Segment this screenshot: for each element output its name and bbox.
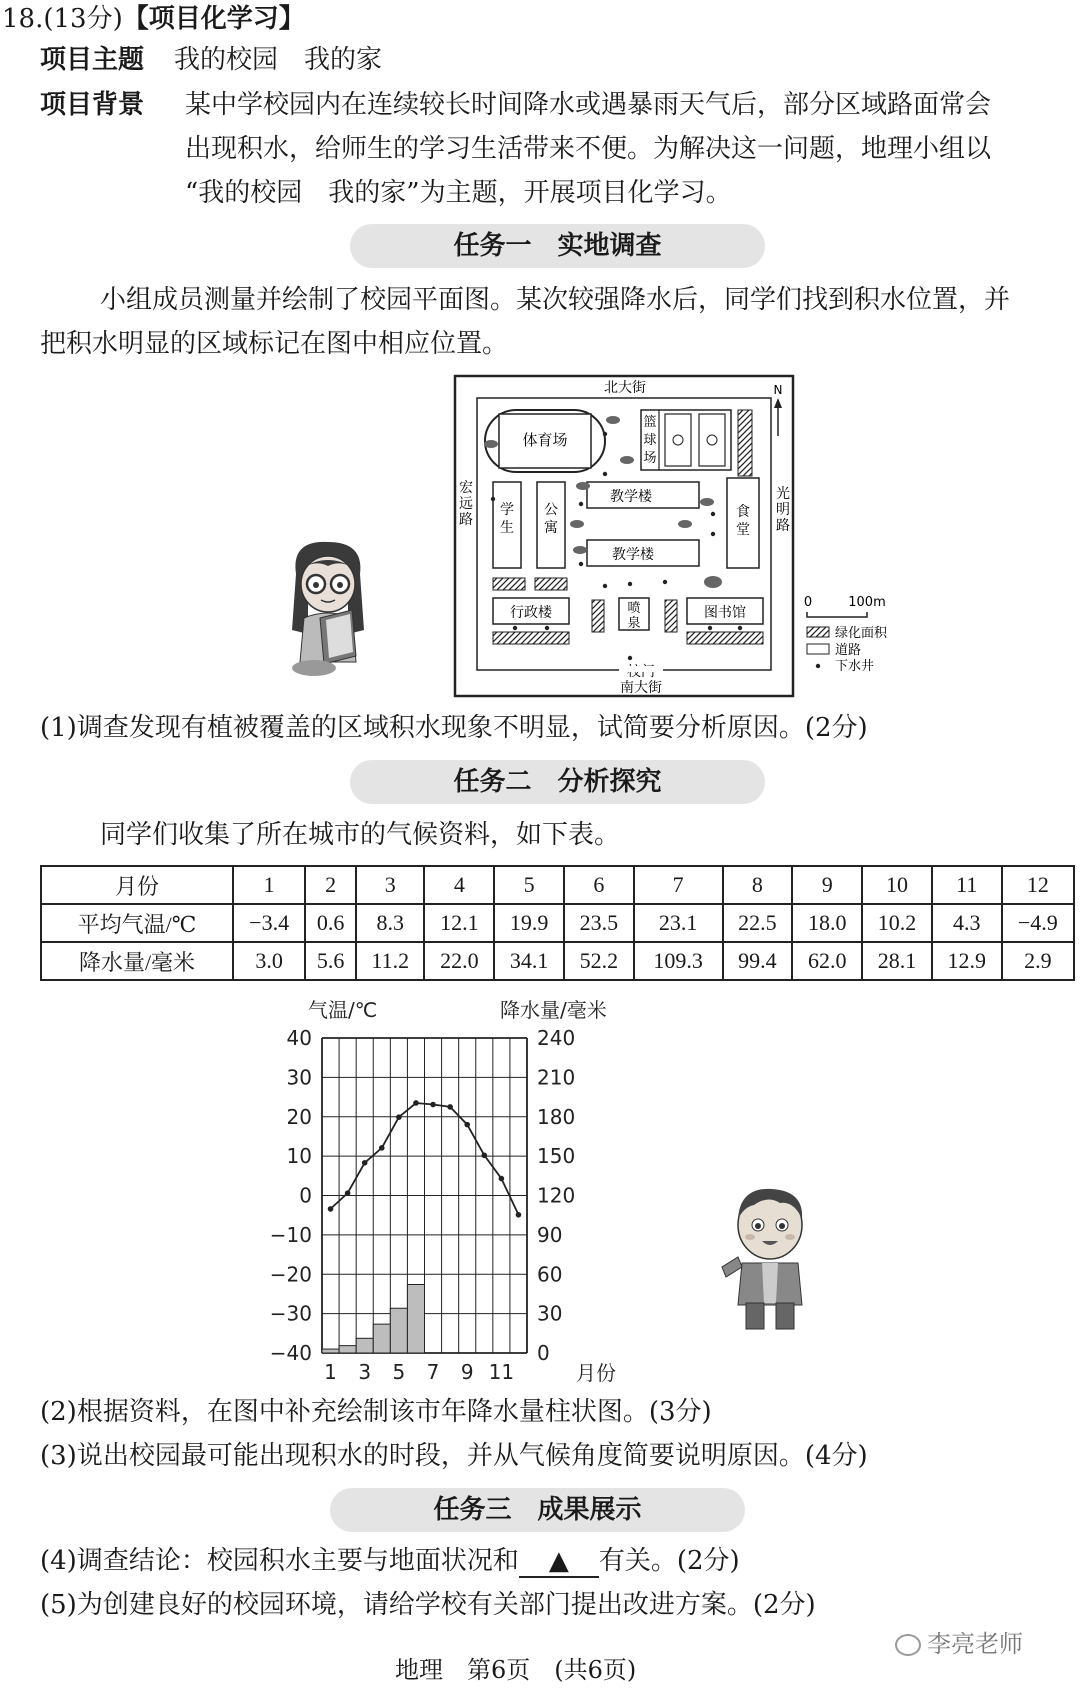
table-cell: 12.1 bbox=[424, 904, 494, 942]
tick-label-left: −20 bbox=[269, 1262, 312, 1287]
tick-label-x: 5 bbox=[392, 1360, 406, 1384]
question-score: (13分) bbox=[43, 4, 123, 34]
svg-text:光: 光 bbox=[776, 486, 790, 502]
north-street-label: 北大街 bbox=[604, 380, 646, 396]
task3-title: 任务三 成果展示 bbox=[330, 1488, 745, 1532]
tick-label-left: 20 bbox=[286, 1104, 312, 1129]
table-header-precipitation: 降水量/毫米 bbox=[41, 942, 233, 980]
task3-q4 bbox=[40, 1546, 740, 1578]
tick-label-x: 1 bbox=[324, 1360, 337, 1384]
question-header bbox=[2, 4, 305, 34]
tick-label-right: 210 bbox=[537, 1065, 576, 1090]
background-line-1: 某中学校园内在连续较长时间降水或遇暴雨天气后，部分区域路面常会 bbox=[185, 90, 992, 120]
table-header-month: 月份 bbox=[41, 866, 233, 904]
temperature-point bbox=[328, 1206, 334, 1212]
background-label: 项目背景 bbox=[40, 90, 145, 120]
table-cell: 10.2 bbox=[862, 904, 932, 942]
chart-xlabel: 月份 bbox=[576, 1361, 616, 1385]
task2-intro: 同学们收集了所在城市的气候资料，如下表。 bbox=[100, 820, 621, 850]
tick-label-left: −10 bbox=[269, 1222, 312, 1247]
q4-answer-blank[interactable]: ▲ bbox=[519, 1546, 599, 1578]
svg-text:场: 场 bbox=[643, 451, 657, 466]
precip-bar bbox=[322, 1349, 339, 1353]
svg-text:喷: 喷 bbox=[627, 601, 641, 616]
table-cell: 22.0 bbox=[424, 942, 494, 980]
svg-text:公: 公 bbox=[544, 502, 558, 518]
temperature-point bbox=[345, 1190, 351, 1196]
table-cell: 8 bbox=[723, 866, 793, 904]
tick-label-right: 0 bbox=[537, 1341, 550, 1365]
svg-text:路: 路 bbox=[776, 518, 790, 534]
task1-q1: (1)调查发现有植被覆盖的区域积水现象不明显，试简要分析原因。(2分) bbox=[40, 713, 868, 743]
temperature-point bbox=[499, 1176, 505, 1182]
background-line-3: “我的校园 我的家”为主题，开展项目化学习。 bbox=[185, 178, 732, 208]
tick-label-right: 90 bbox=[537, 1222, 563, 1247]
tick-label-x: 9 bbox=[460, 1360, 474, 1384]
svg-text:明: 明 bbox=[776, 502, 790, 518]
temperature-point bbox=[481, 1153, 487, 1159]
tick-label-left: 30 bbox=[286, 1065, 312, 1090]
temperature-point bbox=[413, 1100, 419, 1106]
table-cell: 2.9 bbox=[1002, 942, 1074, 980]
svg-text:路: 路 bbox=[459, 512, 473, 528]
legend-road-label: 道路 bbox=[835, 643, 862, 658]
svg-text:远: 远 bbox=[459, 496, 473, 512]
task1-intro-2: 把积水明显的区域标记在图中相应位置。 bbox=[40, 329, 509, 359]
tick-label-left: 40 bbox=[286, 1026, 312, 1050]
library-building-label: 图书馆 bbox=[704, 605, 746, 621]
tick-label-right: 30 bbox=[537, 1301, 563, 1326]
table-row-month bbox=[41, 866, 1074, 904]
scale-zero: 0 bbox=[803, 595, 813, 610]
teaching-building-2-label: 教学楼 bbox=[612, 547, 654, 563]
table-cell: 3 bbox=[356, 866, 424, 904]
north-arrow-label: N bbox=[773, 383, 783, 397]
table-cell: 28.1 bbox=[862, 942, 932, 980]
svg-text:食: 食 bbox=[736, 504, 750, 520]
table-cell: 99.4 bbox=[723, 942, 793, 980]
temperature-point bbox=[516, 1212, 522, 1218]
table-cell: 5 bbox=[494, 866, 564, 904]
svg-text:学: 学 bbox=[500, 502, 514, 518]
table-cell: 4.3 bbox=[932, 904, 1002, 942]
watermark-text: 李亮老师 bbox=[927, 1630, 1023, 1658]
task1-title: 任务一 实地调查 bbox=[350, 224, 765, 268]
precip-bar bbox=[356, 1338, 373, 1353]
temperature-point bbox=[447, 1104, 453, 1110]
table-cell: 5.6 bbox=[305, 942, 356, 980]
svg-text:宏: 宏 bbox=[459, 480, 473, 496]
temperature-point bbox=[464, 1122, 470, 1128]
svg-text:生: 生 bbox=[500, 520, 514, 536]
table-cell: 10 bbox=[862, 866, 932, 904]
table-cell: 3.0 bbox=[233, 942, 305, 980]
tick-label-left: −40 bbox=[269, 1341, 312, 1365]
page-footer: 地理 第6页 (共6页) bbox=[395, 1656, 637, 1684]
task2-q3: (3)说出校园最可能出现积水的时段，并从气候角度简要说明原因。(4分) bbox=[40, 1441, 868, 1471]
table-cell: 6 bbox=[564, 866, 634, 904]
svg-text:寓: 寓 bbox=[544, 520, 558, 536]
precip-bar bbox=[339, 1346, 356, 1353]
project-theme bbox=[40, 45, 382, 75]
tick-label-left: −30 bbox=[269, 1301, 312, 1326]
tick-label-right: 60 bbox=[537, 1262, 563, 1287]
green-area-ne bbox=[738, 410, 752, 476]
climate-chart bbox=[269, 995, 640, 1390]
precip-bar bbox=[390, 1308, 407, 1353]
table-cell: 18.0 bbox=[792, 904, 862, 942]
boy-illustration bbox=[720, 1185, 820, 1335]
table-cell: −3.4 bbox=[233, 904, 305, 942]
table-cell: 8.3 bbox=[356, 904, 424, 942]
girl-reading-illustration bbox=[276, 538, 381, 678]
admin-building-label: 行政楼 bbox=[510, 605, 552, 621]
table-cell: 22.5 bbox=[723, 904, 793, 942]
chart-ylabel-right: 降水量/毫米 bbox=[500, 998, 607, 1022]
west-road-label bbox=[459, 480, 473, 528]
stadium-label: 体育场 bbox=[522, 431, 568, 449]
question-number: 18. bbox=[2, 4, 44, 34]
tick-label-left: 10 bbox=[286, 1144, 312, 1169]
background-line-2: 出现积水，给师生的学习生活带来不便。为解决这一问题，地理小组以 bbox=[185, 134, 992, 164]
tick-label-right: 180 bbox=[537, 1104, 576, 1129]
table-cell: 7 bbox=[634, 866, 723, 904]
svg-text:篮: 篮 bbox=[643, 415, 657, 430]
scale-value: 100m bbox=[848, 595, 886, 610]
svg-text:球: 球 bbox=[643, 433, 657, 448]
wechat-icon bbox=[895, 1634, 921, 1656]
task2-title: 任务二 分析探究 bbox=[350, 760, 765, 804]
svg-text:泉: 泉 bbox=[627, 616, 641, 631]
legend-drain-label: 下水井 bbox=[835, 659, 875, 674]
table-cell: 23.5 bbox=[564, 904, 634, 942]
theme-label: 项目主题 bbox=[40, 45, 145, 75]
table-cell: −4.9 bbox=[1002, 904, 1074, 942]
temperature-point bbox=[379, 1145, 385, 1151]
tick-label-right: 150 bbox=[537, 1144, 576, 1169]
theme-text: 我的校园 我的家 bbox=[174, 45, 383, 75]
table-cell: 2 bbox=[305, 866, 356, 904]
east-road-label bbox=[776, 485, 790, 534]
q4-text-after: 有关。(2分) bbox=[598, 1546, 740, 1576]
table-row-temperature bbox=[41, 904, 1074, 942]
table-cell: 19.9 bbox=[494, 904, 564, 942]
table-cell: 23.1 bbox=[634, 904, 723, 942]
teaching-building-1-label: 教学楼 bbox=[610, 489, 652, 505]
campus-map bbox=[455, 374, 925, 699]
q4-text-before: (4)调查结论：校园积水主要与地面状况和 bbox=[40, 1546, 519, 1576]
table-cell: 0.6 bbox=[305, 904, 356, 942]
legend-green-label: 绿化面积 bbox=[835, 626, 888, 641]
temperature-point bbox=[430, 1102, 436, 1108]
table-cell: 34.1 bbox=[494, 942, 564, 980]
temperature-point bbox=[362, 1160, 368, 1166]
table-cell: 12.9 bbox=[932, 942, 1002, 980]
table-cell: 12 bbox=[1002, 866, 1074, 904]
chart-ylabel-left: 气温/℃ bbox=[308, 998, 378, 1022]
question-type: 【项目化学习】 bbox=[122, 4, 305, 34]
table-cell: 62.0 bbox=[792, 942, 862, 980]
table-cell: 4 bbox=[424, 866, 494, 904]
watermark bbox=[895, 1624, 1023, 1659]
tick-label-x: 3 bbox=[358, 1360, 372, 1384]
table-cell: 11.2 bbox=[356, 942, 424, 980]
table-header-temperature: 平均气温/℃ bbox=[41, 904, 233, 942]
table-cell: 1 bbox=[233, 866, 305, 904]
tick-label-x: 11 bbox=[488, 1360, 515, 1384]
south-street-label: 南大街 bbox=[620, 680, 662, 696]
task1-intro-1: 小组成员测量并绘制了校园平面图。某次较强降水后，同学们找到积水位置，并 bbox=[100, 285, 1011, 315]
table-cell: 11 bbox=[932, 866, 1002, 904]
precip-bar bbox=[373, 1324, 390, 1353]
table-cell: 52.2 bbox=[564, 942, 634, 980]
tick-label-right: 120 bbox=[537, 1183, 576, 1208]
task3-q5: (5)为创建良好的校园环境，请给学校有关部门提出改进方案。(2分) bbox=[40, 1590, 816, 1620]
tick-label-left: 0 bbox=[299, 1183, 312, 1208]
table-cell: 9 bbox=[792, 866, 862, 904]
table-cell: 109.3 bbox=[634, 942, 723, 980]
precip-bar bbox=[407, 1284, 424, 1353]
tick-label-x: 7 bbox=[426, 1360, 440, 1384]
svg-text:堂: 堂 bbox=[736, 522, 750, 538]
tick-label-right: 240 bbox=[537, 1026, 576, 1050]
task2-q2: (2)根据资料，在图中补充绘制该市年降水量柱状图。(3分) bbox=[40, 1397, 712, 1427]
table-row-precipitation bbox=[41, 942, 1074, 980]
temperature-point bbox=[396, 1114, 402, 1120]
climate-table bbox=[40, 865, 1075, 981]
